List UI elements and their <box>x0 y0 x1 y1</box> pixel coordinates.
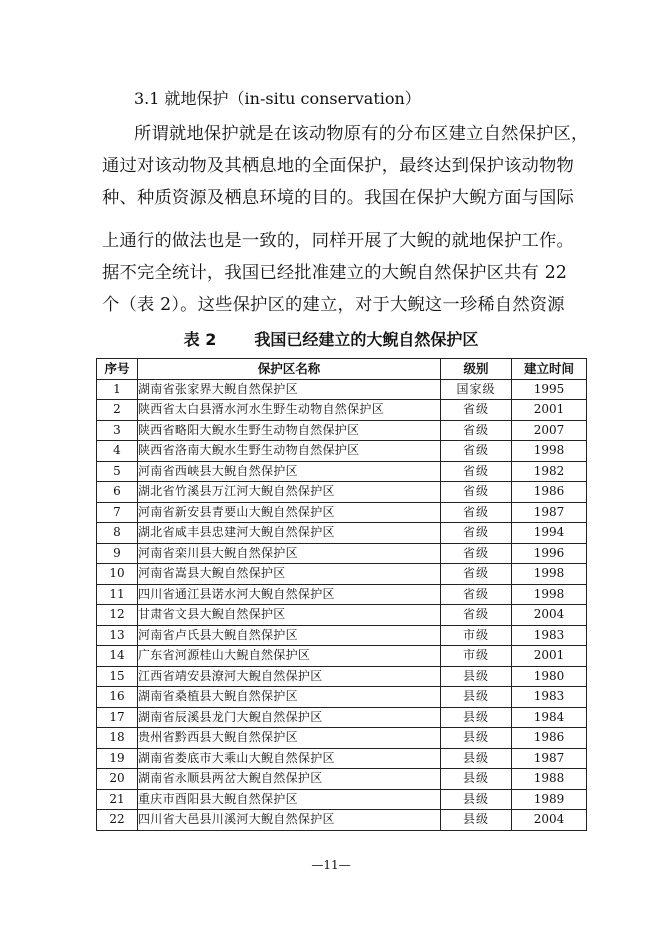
year-cell: 1998 <box>512 441 587 462</box>
level-cell: 省级 <box>441 441 512 462</box>
table-row <box>97 646 587 667</box>
header-level: 级别 <box>441 359 512 380</box>
reserve-name-cell: 河南省卢氏县大鲵自然保护区 <box>138 625 441 646</box>
paragraph-line: 所谓就地保护就是在该动物原有的分布区建立自然保护区， <box>134 124 589 144</box>
table-row <box>97 748 587 769</box>
serial-cell: 2 <box>97 400 138 421</box>
year-cell: 1998 <box>512 584 587 605</box>
reserve-name-cell: 四川省通江县诺水河大鲵自然保护区 <box>138 584 441 605</box>
table-row <box>97 543 587 564</box>
table-row <box>97 400 587 421</box>
level-cell: 县级 <box>441 728 512 749</box>
table-row <box>97 441 587 462</box>
table-row <box>97 707 587 728</box>
table-row <box>97 769 587 790</box>
level-cell: 国家级 <box>441 379 512 400</box>
level-cell: 县级 <box>441 666 512 687</box>
reserve-name-cell: 四川省大邑县川溪河大鲵自然保护区 <box>138 810 441 831</box>
serial-cell: 12 <box>97 605 138 626</box>
year-cell: 1986 <box>512 482 587 503</box>
serial-cell: 1 <box>97 379 138 400</box>
reserve-name-cell: 陕西省太白县湑水河水生野生动物自然保护区 <box>138 400 441 421</box>
year-cell: 1984 <box>512 707 587 728</box>
table-row <box>97 625 587 646</box>
paragraph-line: 个（表 2）。这些保护区的建立，对于大鲵这一珍稀自然资源 <box>102 295 565 315</box>
table-body <box>97 379 587 830</box>
reserve-name-cell: 陕西省略阳大鲵水生野生动物自然保护区 <box>138 420 441 441</box>
table-caption <box>0 330 662 350</box>
year-cell: 2001 <box>512 646 587 667</box>
table-row <box>97 605 587 626</box>
level-cell: 县级 <box>441 707 512 728</box>
reserve-name-cell: 河南省栾川县大鲵自然保护区 <box>138 543 441 564</box>
year-cell: 1987 <box>512 502 587 523</box>
year-cell: 1998 <box>512 564 587 585</box>
serial-cell: 11 <box>97 584 138 605</box>
table-row <box>97 523 587 544</box>
serial-cell: 20 <box>97 769 138 790</box>
year-cell: 1983 <box>512 687 587 708</box>
reserve-name-cell: 陕西省洛南大鲵水生野生动物自然保护区 <box>138 441 441 462</box>
serial-cell: 22 <box>97 810 138 831</box>
reserve-name-cell: 湖北省咸丰县忠建河大鲵自然保护区 <box>138 523 441 544</box>
table-row <box>97 687 587 708</box>
level-cell: 市级 <box>441 646 512 667</box>
reserve-name-cell: 河南省嵩县大鲵自然保护区 <box>138 564 441 585</box>
serial-cell: 13 <box>97 625 138 646</box>
level-cell: 县级 <box>441 810 512 831</box>
page-number: —11— <box>311 858 351 872</box>
reserve-name-cell: 江西省靖安县潦河大鲵自然保护区 <box>138 666 441 687</box>
table-row <box>97 379 587 400</box>
year-cell: 1995 <box>512 379 587 400</box>
table-header-row <box>97 359 587 380</box>
level-cell: 省级 <box>441 584 512 605</box>
reserve-name-cell: 广东省河源桂山大鲵自然保护区 <box>138 646 441 667</box>
level-cell: 省级 <box>441 461 512 482</box>
header-serial: 序号 <box>97 359 138 380</box>
year-cell: 2001 <box>512 400 587 421</box>
level-cell: 省级 <box>441 523 512 544</box>
table-row <box>97 502 587 523</box>
section-title: 3.1 就地保护（in-situ conservation） <box>134 89 421 108</box>
header-reserve-name: 保护区名称 <box>138 359 441 380</box>
paragraph-line: 种、种质资源及栖息环境的目的。我国在保护大鲵方面与国际 <box>102 188 574 208</box>
serial-cell: 14 <box>97 646 138 667</box>
reserve-name-cell: 湖南省辰溪县龙门大鲵自然保护区 <box>138 707 441 728</box>
serial-cell: 19 <box>97 748 138 769</box>
table-row <box>97 789 587 810</box>
level-cell: 市级 <box>441 625 512 646</box>
reserve-name-cell: 河南省新安县青要山大鲵自然保护区 <box>138 502 441 523</box>
year-cell: 1994 <box>512 523 587 544</box>
year-cell: 1986 <box>512 728 587 749</box>
level-cell: 省级 <box>441 564 512 585</box>
year-cell: 1989 <box>512 789 587 810</box>
level-cell: 省级 <box>441 482 512 503</box>
serial-cell: 15 <box>97 666 138 687</box>
serial-cell: 17 <box>97 707 138 728</box>
level-cell: 省级 <box>441 502 512 523</box>
reserves-table <box>96 358 587 831</box>
paragraph-line: 据不完全统计，我国已经批准建立的大鲵自然保护区共有 22 <box>102 263 568 283</box>
serial-cell: 8 <box>97 523 138 544</box>
reserve-name-cell: 河南省西峡县大鲵自然保护区 <box>138 461 441 482</box>
reserve-name-cell: 甘肃省文县大鲵自然保护区 <box>138 605 441 626</box>
year-cell: 1980 <box>512 666 587 687</box>
table-caption-title: 我国已经建立的大鲵自然保护区 <box>254 330 479 349</box>
serial-cell: 5 <box>97 461 138 482</box>
year-cell: 2004 <box>512 810 587 831</box>
serial-cell: 6 <box>97 482 138 503</box>
table-row <box>97 482 587 503</box>
table-row <box>97 461 587 482</box>
serial-cell: 3 <box>97 420 138 441</box>
year-cell: 1988 <box>512 769 587 790</box>
reserve-name-cell: 贵州省黔西县大鲵自然保护区 <box>138 728 441 749</box>
table-row <box>97 810 587 831</box>
year-cell: 1996 <box>512 543 587 564</box>
paragraph-line: 通过对该动物及其栖息地的全面保护，最终达到保护该动物物 <box>102 156 574 176</box>
level-cell: 县级 <box>441 687 512 708</box>
level-cell: 省级 <box>441 400 512 421</box>
serial-cell: 10 <box>97 564 138 585</box>
serial-cell: 9 <box>97 543 138 564</box>
table-row <box>97 420 587 441</box>
level-cell: 省级 <box>441 605 512 626</box>
reserve-name-cell: 湖南省娄底市大乘山大鲵自然保护区 <box>138 748 441 769</box>
reserve-name-cell: 重庆市酉阳县大鲵自然保护区 <box>138 789 441 810</box>
reserve-name-cell: 湖北省竹溪县万江河大鲵自然保护区 <box>138 482 441 503</box>
header-established-year: 建立时间 <box>512 359 587 380</box>
serial-cell: 16 <box>97 687 138 708</box>
serial-cell: 21 <box>97 789 138 810</box>
table-row <box>97 584 587 605</box>
level-cell: 省级 <box>441 543 512 564</box>
paragraph-line: 上通行的做法也是一致的，同样开展了大鲵的就地保护工作。 <box>102 231 574 251</box>
year-cell: 2004 <box>512 605 587 626</box>
serial-cell: 18 <box>97 728 138 749</box>
level-cell: 县级 <box>441 748 512 769</box>
serial-cell: 7 <box>97 502 138 523</box>
reserve-name-cell: 湖南省永顺县两岔大鲵自然保护区 <box>138 769 441 790</box>
reserve-name-cell: 湖南省桑植县大鲵自然保护区 <box>138 687 441 708</box>
table-row <box>97 728 587 749</box>
year-cell: 1987 <box>512 748 587 769</box>
year-cell: 1983 <box>512 625 587 646</box>
table-caption-number: 表 2 <box>183 330 217 349</box>
table-row <box>97 666 587 687</box>
level-cell: 县级 <box>441 769 512 790</box>
level-cell: 省级 <box>441 420 512 441</box>
year-cell: 2007 <box>512 420 587 441</box>
serial-cell: 4 <box>97 441 138 462</box>
reserve-name-cell: 湖南省张家界大鲵自然保护区 <box>138 379 441 400</box>
level-cell: 县级 <box>441 789 512 810</box>
year-cell: 1982 <box>512 461 587 482</box>
table-row <box>97 564 587 585</box>
